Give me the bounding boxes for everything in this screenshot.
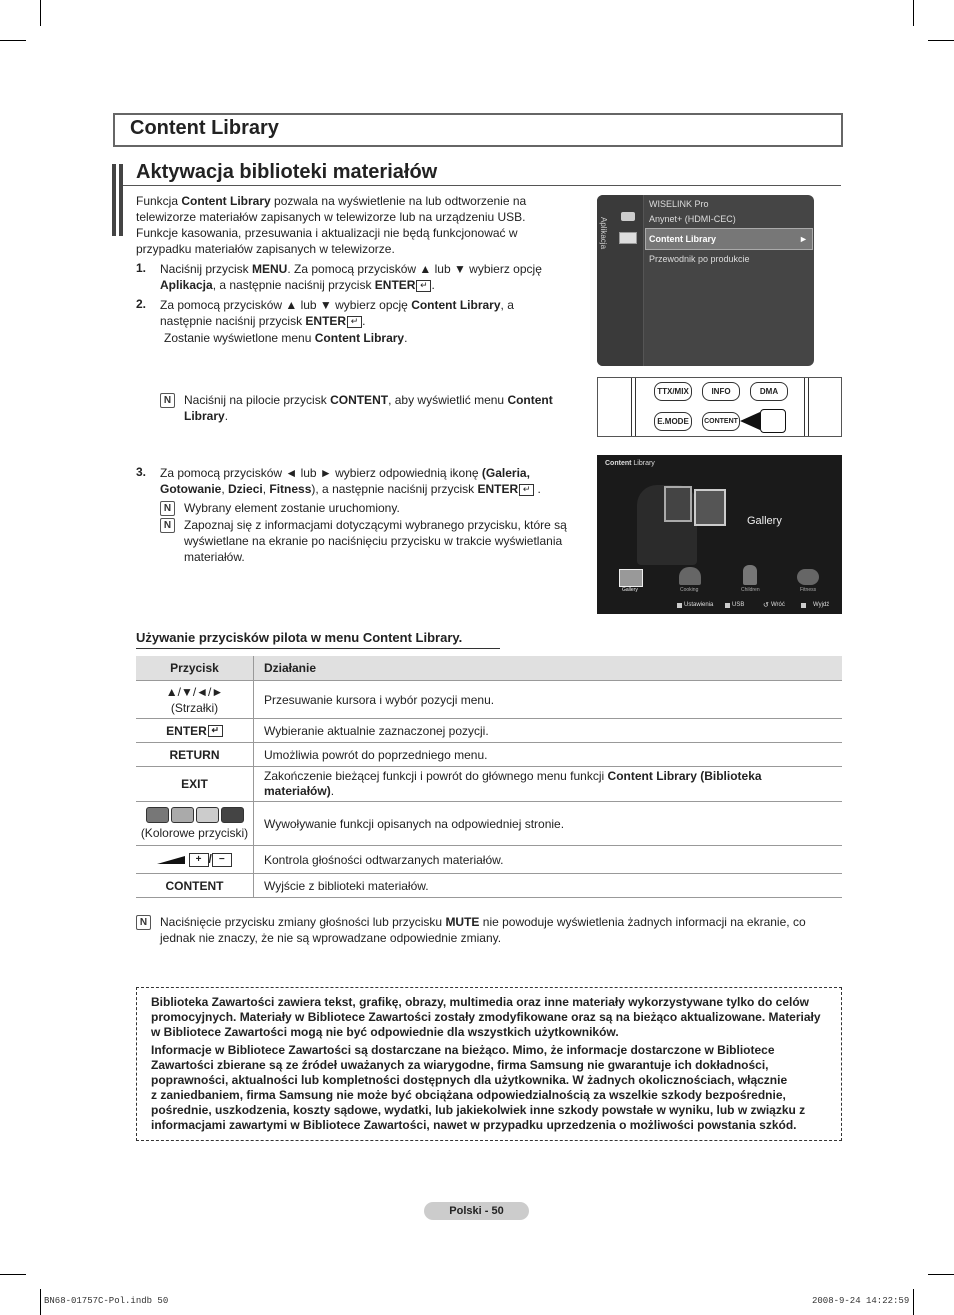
pointer-hand-icon [740, 412, 760, 430]
settings-key-icon [677, 603, 682, 608]
subsection-marker [119, 164, 123, 236]
content-button[interactable]: CONTENT [702, 412, 740, 431]
picture-frame [664, 486, 692, 522]
table-header-row [136, 656, 842, 681]
settings-hint: Ustawienia [684, 602, 714, 608]
app-icon [621, 212, 635, 221]
disclaimer-line: promocyjnych. Materiały w Bibliotece Zawartości zostały zmodyfikowane oraz są na bieżąco aktualizowane. Materiały [151, 1010, 821, 1024]
hand-icon [760, 409, 786, 433]
disclaimer-line: z zaniedbaniem, firma Samsung nie może być obciążana odpowiedzialnością za wszelkie szkody bezpośrednie, [151, 1088, 786, 1102]
step-1-text: Naciśnij przycisk MENU. Za pomocą przycisków ▲ lub ▼ wybierz opcję Aplikacja, a następnie naciśnij przycisk ENTER ↵ . [160, 262, 542, 292]
table-row [136, 719, 842, 743]
enter-icon: ↵ [347, 316, 362, 328]
volume-separator: / [208, 852, 212, 867]
remote-buttons-table [136, 656, 842, 898]
fitness-icon[interactable] [797, 569, 819, 585]
disclaimer-line: Informacje w Bibliotece Zawartości są dostarczane na bieżąco. Mimo, że informacje dostarczone w Bibliotece [151, 1043, 775, 1057]
step-2-text: Za pomocą przycisków ▲ lub ▼ wybierz opcję Content Library, a następnie naciśnij przycisk ENTER ↵ . [160, 298, 514, 328]
step-1-number: 1. [136, 261, 147, 275]
back-hint: Wróć [771, 602, 785, 608]
volume-icon [157, 856, 185, 864]
return-icon: ↺ [763, 602, 769, 609]
icon-label-fitness: Fitness [800, 587, 817, 593]
table-cell: Zakończenie bieżącej funkcji i powrót do głównego menu funkcji Content Library (Biblioteka materiałów). [254, 767, 843, 802]
table-header-button: Przycisk [136, 656, 254, 681]
step-3-text: Za pomocą przycisków ◄ lub ► wybierz odpowiednią ikonę (Galeria, Gotowanie, Dzieci, Fitness), a następnie naciśnij przycisk ENTER ↵ . [160, 466, 541, 496]
info-button[interactable]: INFO [702, 382, 740, 401]
enter-icon: ↵ [519, 484, 534, 496]
note-content-button: Naciśnij na pilocie przycisk CONTENT, aby wyświetlić menu Content Library. [184, 393, 553, 423]
step-3-number: 3. [136, 465, 147, 479]
chevron-right-icon: ► [799, 234, 808, 244]
picture-frame [694, 489, 726, 526]
disclaimer-line: poprawności, aktualności lub kompletności dostępnych dla użytkownika. W żadnych okolicznościach, włącznie [151, 1073, 788, 1087]
screen-title: Content Library [605, 460, 655, 467]
color-buttons-icon [145, 812, 245, 826]
footer-file: BN68-01757C-Pol.indb 50 [44, 1296, 169, 1306]
exit-key-icon [801, 603, 806, 608]
menu-item-content-library[interactable]: Content Library [649, 234, 717, 244]
table-row [136, 767, 842, 802]
note-mute: Naciśnięcie przycisku zmiany głośności lub przycisku MUTE nie powoduje wyświetlenia żadnych informacji na ekranie, co jednak nie znaczy, że nie są wprowadzane odpowiednie zmiany. [160, 915, 806, 945]
app-icon [619, 232, 637, 244]
children-icon[interactable] [743, 565, 757, 585]
menu-item-guide[interactable]: Przewodnik po produkcie [649, 254, 750, 264]
disclaimer-line: w Bibliotece Zawartości mogą nie być odpowiednie dla wszystkich użytkowników. [151, 1025, 619, 1039]
enter-icon: ↵ [208, 725, 223, 737]
note-icon: N [160, 501, 175, 516]
menu-sidebar [597, 195, 644, 366]
exit-key: EXIT [136, 767, 254, 802]
note-icon: N [160, 393, 175, 408]
enter-key: ENTER [166, 723, 207, 738]
note-icon: N [160, 518, 175, 533]
subsection-title: Aktywacja biblioteki materiałów [136, 161, 438, 183]
table-row [136, 874, 842, 898]
table-header-action: Działanie [254, 656, 843, 681]
arrows-key-desc: (Strzałki) [170, 700, 219, 715]
usb-hint: USB [732, 602, 745, 608]
note-launch: Wybrany element zostanie uruchomiony. [184, 501, 400, 515]
disclaimer-line: Zawartości zbierane są ze źródeł uważanych za wiarygodne, firma Samsung nie gwarantuje ich dokładności, [151, 1058, 769, 1072]
page-number-badge: Polski - 50 [424, 1202, 529, 1220]
volume-up-icon: + [189, 853, 209, 867]
table-row [136, 743, 842, 767]
remote-section-title: Używanie przycisków pilota w menu Content Library. [136, 630, 463, 645]
disclaimer-line: Biblioteka Zawartości zawiera tekst, grafikę, obrazy, multimedia oraz inne materiały wykorzystywane tylko do celów [151, 995, 810, 1009]
arrows-key: ▲/▼/◄/► [165, 684, 224, 699]
disclaimer-line: informacjami zawartymi w Bibliotece Zawartości, nawet w przypadku uprzedzenia o możliwości powstania szkód. [151, 1118, 797, 1132]
table-row [136, 681, 842, 719]
step-2-result: Zostanie wyświetlone menu Content Library. [164, 331, 408, 345]
exit-hint: Wyjdź [813, 602, 830, 608]
usb-key-icon [725, 603, 730, 608]
table-cell: Wywoływanie funkcji opisanych na odpowiedniej stronie. [254, 802, 843, 846]
table-cell: Wyjście z biblioteki materiałów. [254, 874, 843, 898]
disclaimer-line: pośrednie, uszkodzenia, koszty sądowe, wydatki, lub jakiekolwiek inne szkody powstałe w wyniku, lub w związku z [151, 1103, 806, 1117]
remote-section-rule [136, 648, 500, 649]
table-cell: Przesuwanie kursora i wybór pozycji menu. [254, 681, 843, 719]
table-row [136, 846, 842, 874]
icon-label-children: Children [741, 587, 760, 593]
dma-button[interactable]: DMA [750, 382, 788, 401]
subsection-rule [123, 185, 841, 186]
menu-item-wiselink[interactable]: WISELINK Pro [649, 199, 709, 209]
gallery-icon[interactable] [619, 569, 643, 587]
selected-category-label: Gallery [747, 515, 782, 527]
note-info: Zapoznaj się z informacjami dotyczącymi wybranego przycisku, które są wyświetlane na ekranie po naciśnięciu przycisku w trakcie wyświetlania materiałów. [184, 518, 567, 564]
remote-illustration [597, 377, 842, 437]
disclaimer-box [136, 987, 842, 1141]
section-title: Content Library [130, 117, 279, 139]
icon-label-gallery: Gallery [622, 587, 638, 593]
note-icon: N [136, 915, 151, 930]
emode-button[interactable]: E.MODE [654, 412, 692, 431]
content-key: CONTENT [136, 874, 254, 898]
subsection-marker [112, 164, 116, 236]
volume-down-icon: − [212, 853, 232, 867]
intro-paragraph: Funkcja Content Library pozwala na wyświetlenie na lub odtworzenie na telewizorze materiałów zapisanych w telewizorze lub na urządzeniu USB. Funkcje kasowania, przesuwania i aktualizacji nie będą funkcjonować w przypadku materiałów zapisanych w telewizorze. [136, 194, 527, 256]
icon-label-cooking: Cooking [680, 587, 699, 593]
enter-icon: ↵ [416, 280, 431, 292]
footer-date: 2008-9-24 14:22:59 [812, 1296, 910, 1306]
sidebar-label: Aplikacja [599, 217, 608, 250]
menu-item-anynet[interactable]: Anynet+ (HDMI-CEC) [649, 214, 736, 224]
content-library-screenshot [597, 455, 842, 614]
table-row [136, 802, 842, 846]
table-cell: Wybieranie aktualnie zaznaczonej pozycji. [254, 719, 843, 743]
return-key: RETURN [136, 743, 254, 767]
tv-menu-screenshot [597, 195, 814, 366]
table-cell: Kontrola głośności odtwarzanych materiałów. [254, 846, 843, 874]
table-cell: Umożliwia powrót do poprzedniego menu. [254, 743, 843, 767]
step-2-number: 2. [136, 297, 147, 311]
cooking-icon[interactable] [679, 567, 701, 585]
ttx-mix-button[interactable]: TTX/MIX [654, 382, 692, 401]
color-buttons-desc: (Kolorowe przyciski) [140, 826, 249, 840]
